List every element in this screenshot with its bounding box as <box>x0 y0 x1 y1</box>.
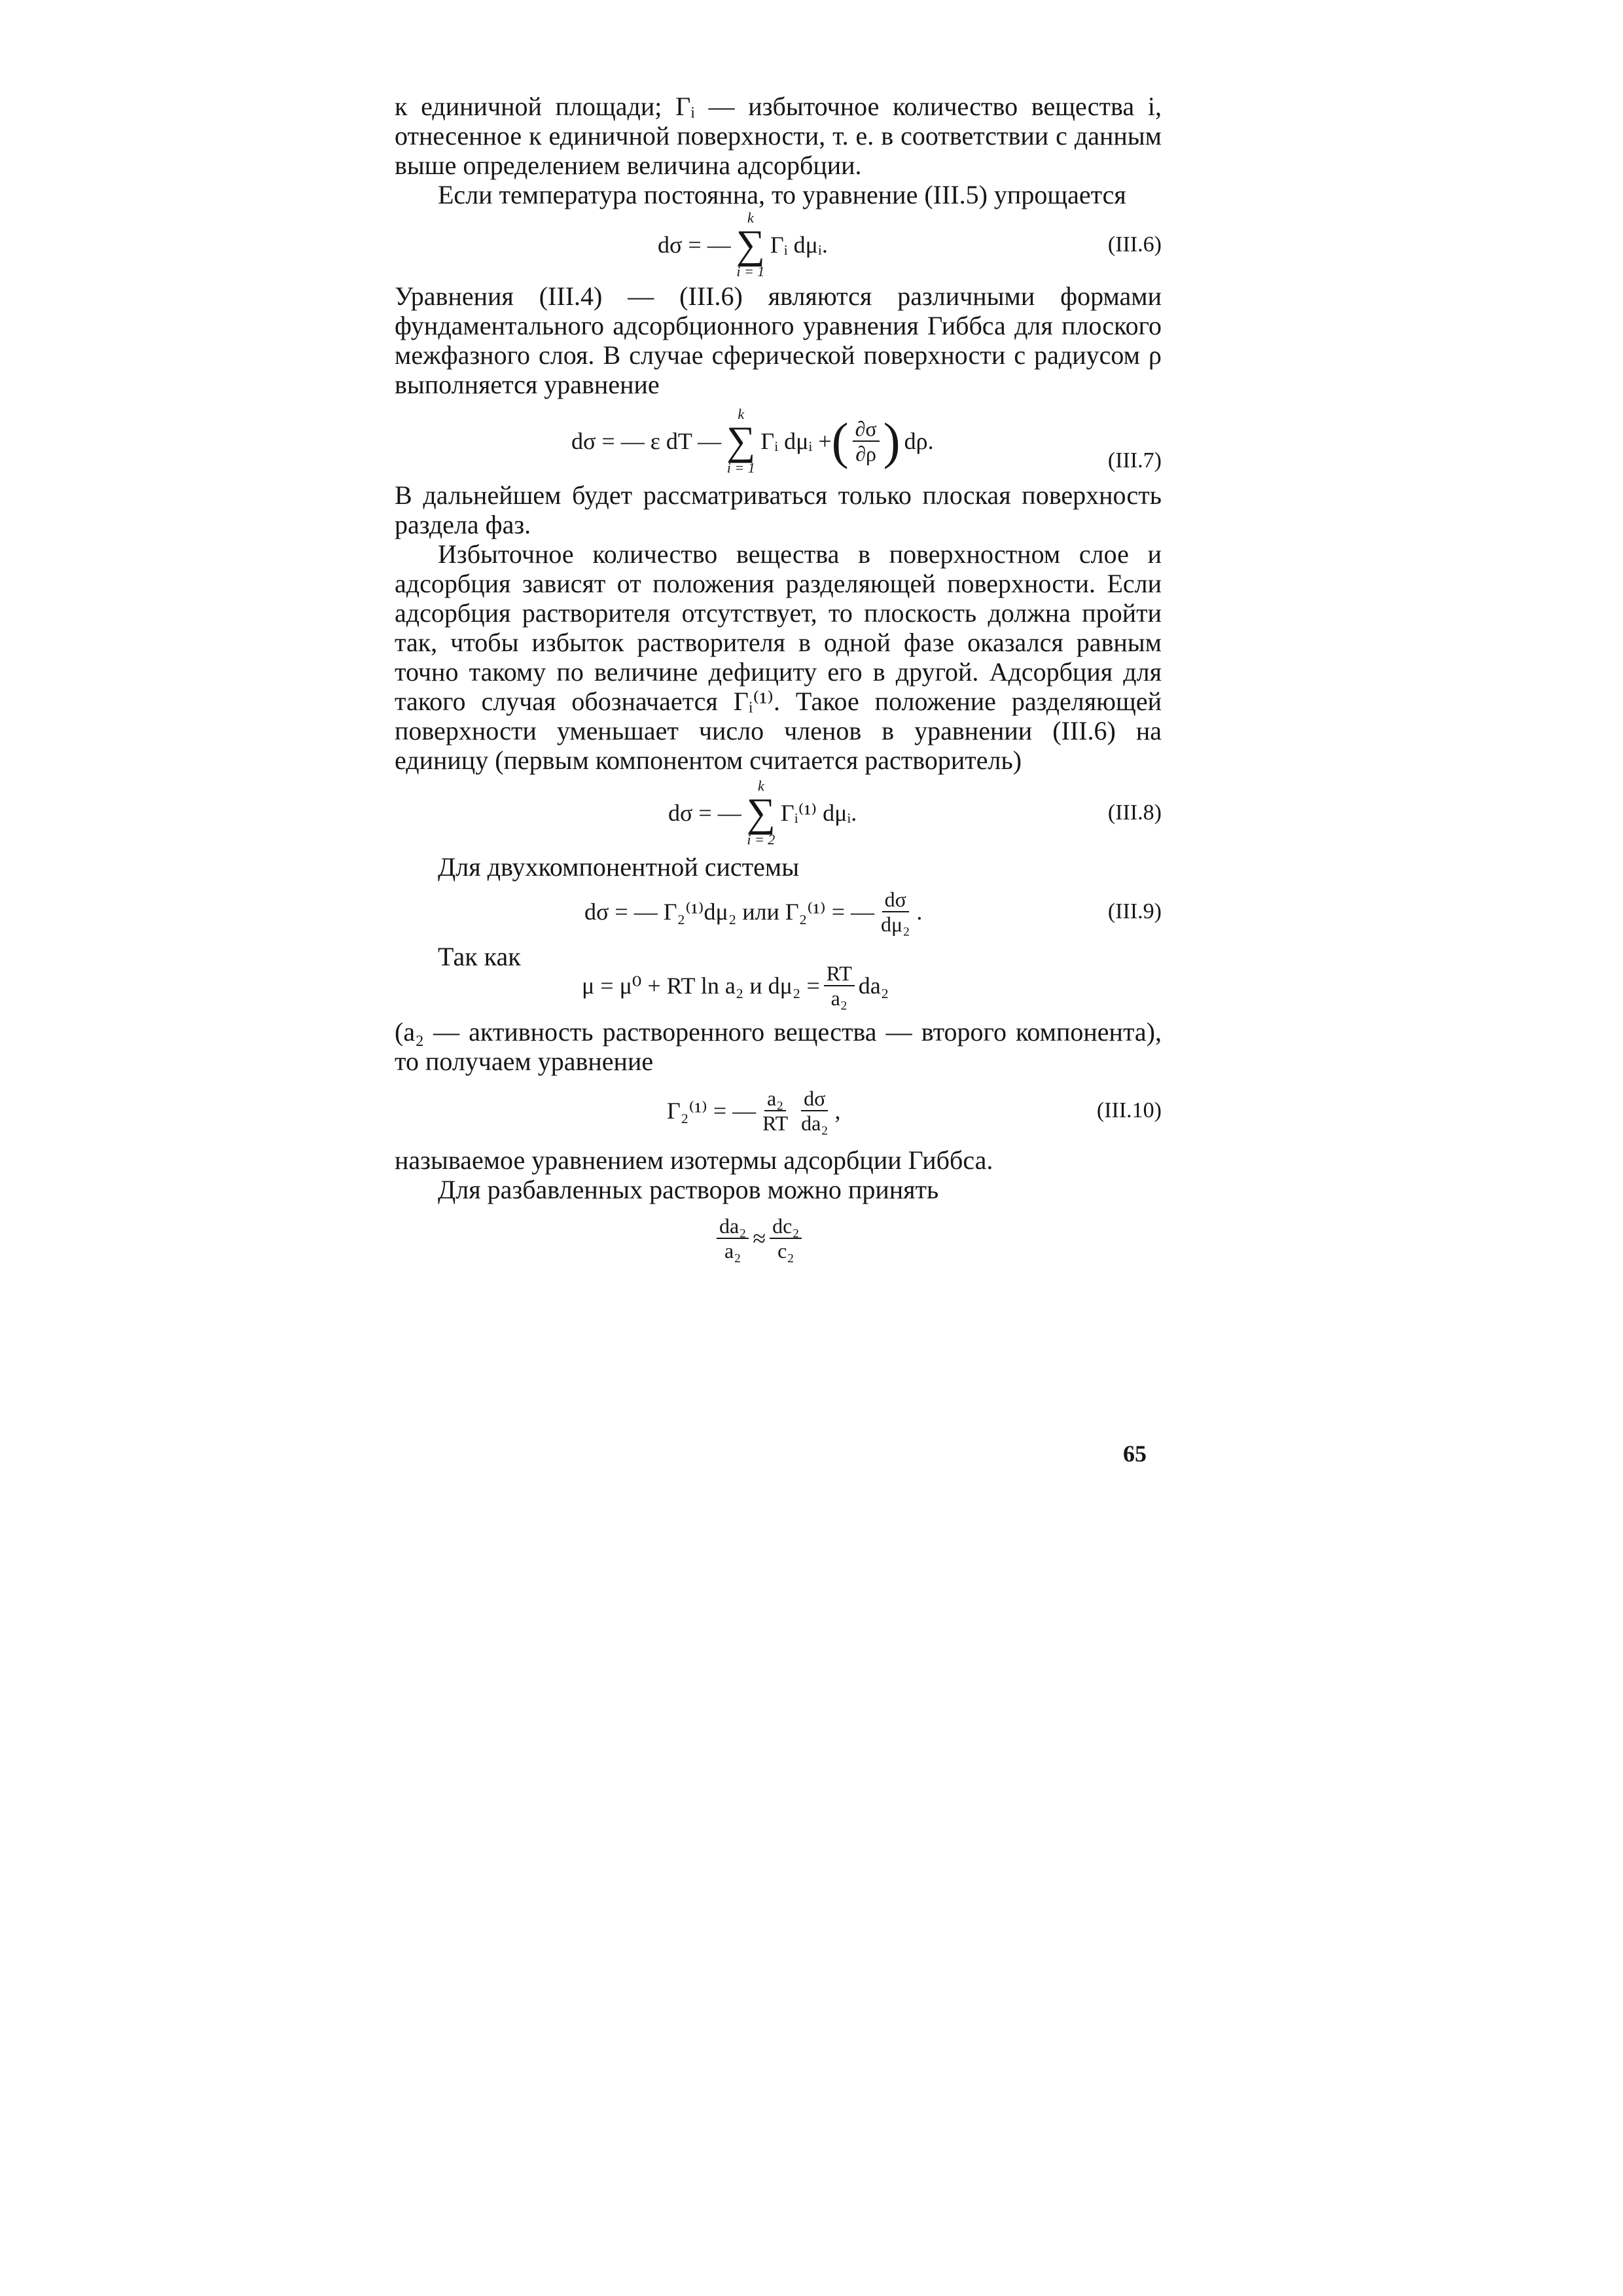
sum-upper-limit: k <box>738 406 745 422</box>
equation-number: (III.8) <box>1107 800 1162 825</box>
eq10-tail: , <box>834 1098 841 1124</box>
paragraph-8: (a₂ — активность растворенного вещества — второго компонента), то получаем уравнение <box>395 1017 1162 1076</box>
fraction-numerator: dσ <box>801 1086 828 1111</box>
eq-mu-tail: da₂ <box>858 973 889 999</box>
eq7-tail: dρ. <box>904 428 934 454</box>
fraction-1 <box>717 1214 749 1263</box>
fraction <box>878 888 912 936</box>
paragraph-6: Для двухкомпонентной системы <box>438 852 800 882</box>
eq8-rhs: Γᵢ⁽¹⁾ dμᵢ. <box>780 800 857 826</box>
fraction-denominator: c₂ <box>777 1239 794 1263</box>
fraction <box>824 961 855 1010</box>
eq9-lhs: dσ = — Γ₂⁽¹⁾dμ₂ или Γ₂⁽¹⁾ = — <box>584 899 875 925</box>
eq10-lhs: Γ₂⁽¹⁾ = — <box>667 1098 757 1124</box>
sum-upper-limit: k <box>757 778 764 794</box>
fraction-numerator: da₂ <box>717 1214 749 1239</box>
eq-mu-lhs: μ = μ⁰ + RT ln a₂ и dμ₂ = <box>582 973 820 999</box>
equation-approx <box>395 1208 1162 1268</box>
sum-upper-limit: k <box>747 209 754 226</box>
fraction-numerator: dσ <box>882 888 909 912</box>
partial-fraction <box>853 417 880 465</box>
fraction-denominator: dμ₂ <box>881 912 910 936</box>
fraction-denominator: ∂ρ <box>855 442 876 465</box>
equation-number: (III.6) <box>1107 232 1162 257</box>
fraction-denominator: a₂ <box>830 986 847 1010</box>
eq7-mid: Γᵢ dμᵢ + <box>760 428 832 454</box>
approx-sign: ≈ <box>753 1225 766 1251</box>
sum-lower-limit: i = 1 <box>736 263 765 279</box>
fraction-denominator: a₂ <box>724 1239 741 1263</box>
fraction-1 <box>760 1086 791 1135</box>
eq9-tail: . <box>916 899 923 925</box>
paragraph-7: Так как <box>438 942 521 971</box>
paragraph-1: к единичной площади; Γᵢ — избыточное количество вещества i, отнесенное к единичной поверхности, т. е. в соответствии с данным выше определением величина адсорбции. <box>395 92 1162 180</box>
sum-symbol: k ∑ i = 2 <box>746 778 776 848</box>
eq6-rhs: Γᵢ dμᵢ. <box>770 232 828 258</box>
sum-lower-limit: i = 1 <box>726 459 755 476</box>
fraction-2 <box>770 1214 802 1263</box>
equation-mu <box>395 958 1162 1013</box>
paragraph-5: Избыточное количество вещества в поверхностном слое и адсорбция зависят от положения разделяющей поверхности. Если адсорбция растворителя отсутствует, то плоскость должна пройти так, чтобы избыток растворителя в одной фазе оказался равным точно такому по величине дефициту его в другой. Адсорбция для такого случая обозначается Γᵢ⁽¹⁾. Такое положение разделяющей поверхности уменьшает число членов в уравнении (III.6) на единицу (первым компонентом считается растворитель) <box>395 539 1162 775</box>
eq8-lhs: dσ = — <box>668 800 741 826</box>
equation-iii-7 <box>395 406 1162 476</box>
sum-symbol: k ∑ i = 1 <box>726 406 756 476</box>
fraction-numerator: a₂ <box>764 1086 786 1111</box>
equation-number: (III.10) <box>1096 1098 1162 1122</box>
fraction-numerator: RT <box>824 961 855 986</box>
equation-iii-8 <box>395 779 1162 847</box>
fraction-numerator: dc₂ <box>770 1214 802 1239</box>
paragraph-2: Если температура постоянна, то уравнение (III.5) упрощается <box>438 180 1126 209</box>
equation-number: (III.7) <box>1107 448 1162 473</box>
paragraph-4: В дальнейшем будет рассматриваться только плоская поверхность раздела фаз. <box>395 480 1162 539</box>
left-paren: ( <box>831 412 849 469</box>
sum-symbol: k ∑ i = 1 <box>736 209 765 279</box>
paragraph-9: называемое уравнением изотермы адсорбции Гиббса. <box>395 1145 993 1175</box>
eq6-lhs: dσ = — <box>658 232 731 258</box>
paragraph-10: Для разбавленных растворов можно принять <box>438 1175 939 1204</box>
right-paren: ) <box>883 412 901 469</box>
page-number: 65 <box>1123 1441 1147 1467</box>
paragraph-3: Уравнения (III.4) — (III.6) являются различными формами фундаментального адсорбционного уравнения Гиббса для плоского межфазного слоя. В случае сферической поверхности с радиусом ρ выполняется уравнение <box>395 281 1162 399</box>
equation-iii-10 <box>395 1081 1162 1140</box>
page-content <box>395 92 1162 1268</box>
equation-iii-9 <box>395 884 1162 939</box>
fraction-2 <box>798 1086 830 1135</box>
eq7-lhs: dσ = — ε dT — <box>571 428 722 454</box>
sum-lower-limit: i = 2 <box>747 831 776 848</box>
fraction-denominator: da₂ <box>801 1111 829 1135</box>
fraction-numerator: ∂σ <box>853 417 880 442</box>
fraction-denominator: RT <box>762 1111 789 1135</box>
equation-iii-6 <box>395 209 1162 279</box>
equation-number: (III.9) <box>1107 899 1162 924</box>
